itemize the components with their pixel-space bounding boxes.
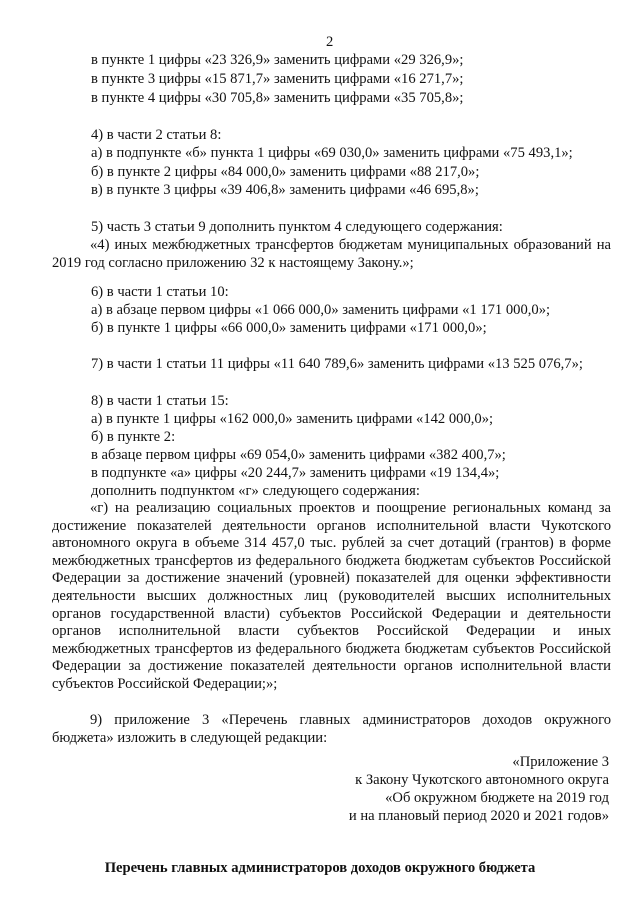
text-line: б) в пункте 1 цифры «66 000,0» заменить цифрами «171 000,0»; — [91, 320, 487, 336]
item-8-paragraph — [52, 500, 611, 694]
text-line: в пункте 1 цифры «23 326,9» заменить цифрами «29 326,9»; — [91, 52, 464, 68]
text-line: б) в пункте 2 цифры «84 000,0» заменить цифрами «88 217,0»; — [91, 164, 480, 180]
item-8-heading: 8) в части 1 статьи 15: — [91, 393, 229, 409]
text-line: а) в пункте 1 цифры «162 000,0» заменить цифрами «142 000,0»; — [91, 411, 494, 427]
appendix-line: «Приложение 3 — [512, 754, 609, 770]
text-line: в) в пункте 3 цифры «39 406,8» заменить цифрами «46 695,8»; — [91, 182, 479, 198]
item-5-heading: 5) часть 3 статьи 9 дополнить пунктом 4 следующего содержания: — [91, 219, 503, 235]
appendix-line: и на плановый период 2020 и 2021 годов» — [348, 808, 609, 824]
item-7: 7) в части 1 статьи 11 цифры «11 640 789,6» заменить цифрами «13 525 076,7»; — [91, 356, 583, 372]
item-4-heading: 4) в части 2 статьи 8: — [91, 127, 222, 143]
item-6-heading: 6) в части 1 статьи 10: — [91, 284, 229, 300]
text-line: в подпункте «а» цифры «20 244,7» заменить цифрами «19 134,4»; — [91, 465, 500, 481]
text-line: в пункте 3 цифры «15 871,7» заменить цифрами «16 271,7»; — [91, 71, 464, 87]
text-line: а) в абзаце первом цифры «1 066 000,0» заменить цифрами «1 171 000,0»; — [91, 302, 551, 318]
text-line: б) в пункте 2: — [91, 429, 176, 445]
item-5-text: «4) иных межбюджетных трансфертов бюджетам муниципальных образований на 2019 год согласно приложению 32 к настоящему Закону.»; — [52, 237, 611, 271]
text-line: в абзаце первом цифры «69 054,0» заменить цифрами «382 400,7»; — [91, 447, 506, 463]
page-number: 2 — [326, 34, 334, 50]
appendix-line: к Закону Чукотского автономного округа — [355, 772, 609, 788]
item-8-paragraph-text: «г) на реализацию социальных проектов и поощрение региональных команд за достижение показателей деятельности органов исполнительной власти Чукотского автономного округа в объеме 314 457,0 тыс. рублей за счет дотаций (грантов) в форме межбюджетных трансфертов из федерального бюджета бюджетам субъектов Российской Федерации за достижение значений (уровней) показателей для оценки эффективности деятельности высших должностных лиц (руководителей высших исполнительных органов государственной власти) субъектов Российской Федерации и деятельности органов исполнительной власти субъектов Российской Федерации и иных межбюджетных трансфертов из федерального бюджета бюджетам субъектов Российской Федерации за достижение показателей деятельности органов исполнительной власти субъектов Российской Федерации;»; — [52, 500, 611, 692]
text-line: а) в подпункте «б» пункта 1 цифры «69 030,0» заменить цифрами «75 493,1»; — [91, 145, 573, 161]
text-line: дополнить подпунктом «г» следующего содержания: — [91, 483, 420, 499]
section-title: Перечень главных администраторов доходов окружного бюджета — [104, 860, 536, 876]
item-5-paragraph — [52, 237, 611, 272]
item-9-text: 9) приложение 3 «Перечень главных администраторов доходов окружного бюджета» изложить в следующей редакции: — [52, 712, 611, 746]
appendix-line: «Об окружном бюджете на 2019 год — [385, 790, 609, 806]
text-line: в пункте 4 цифры «30 705,8» заменить цифрами «35 705,8»; — [91, 90, 464, 106]
item-9-paragraph — [52, 712, 611, 747]
